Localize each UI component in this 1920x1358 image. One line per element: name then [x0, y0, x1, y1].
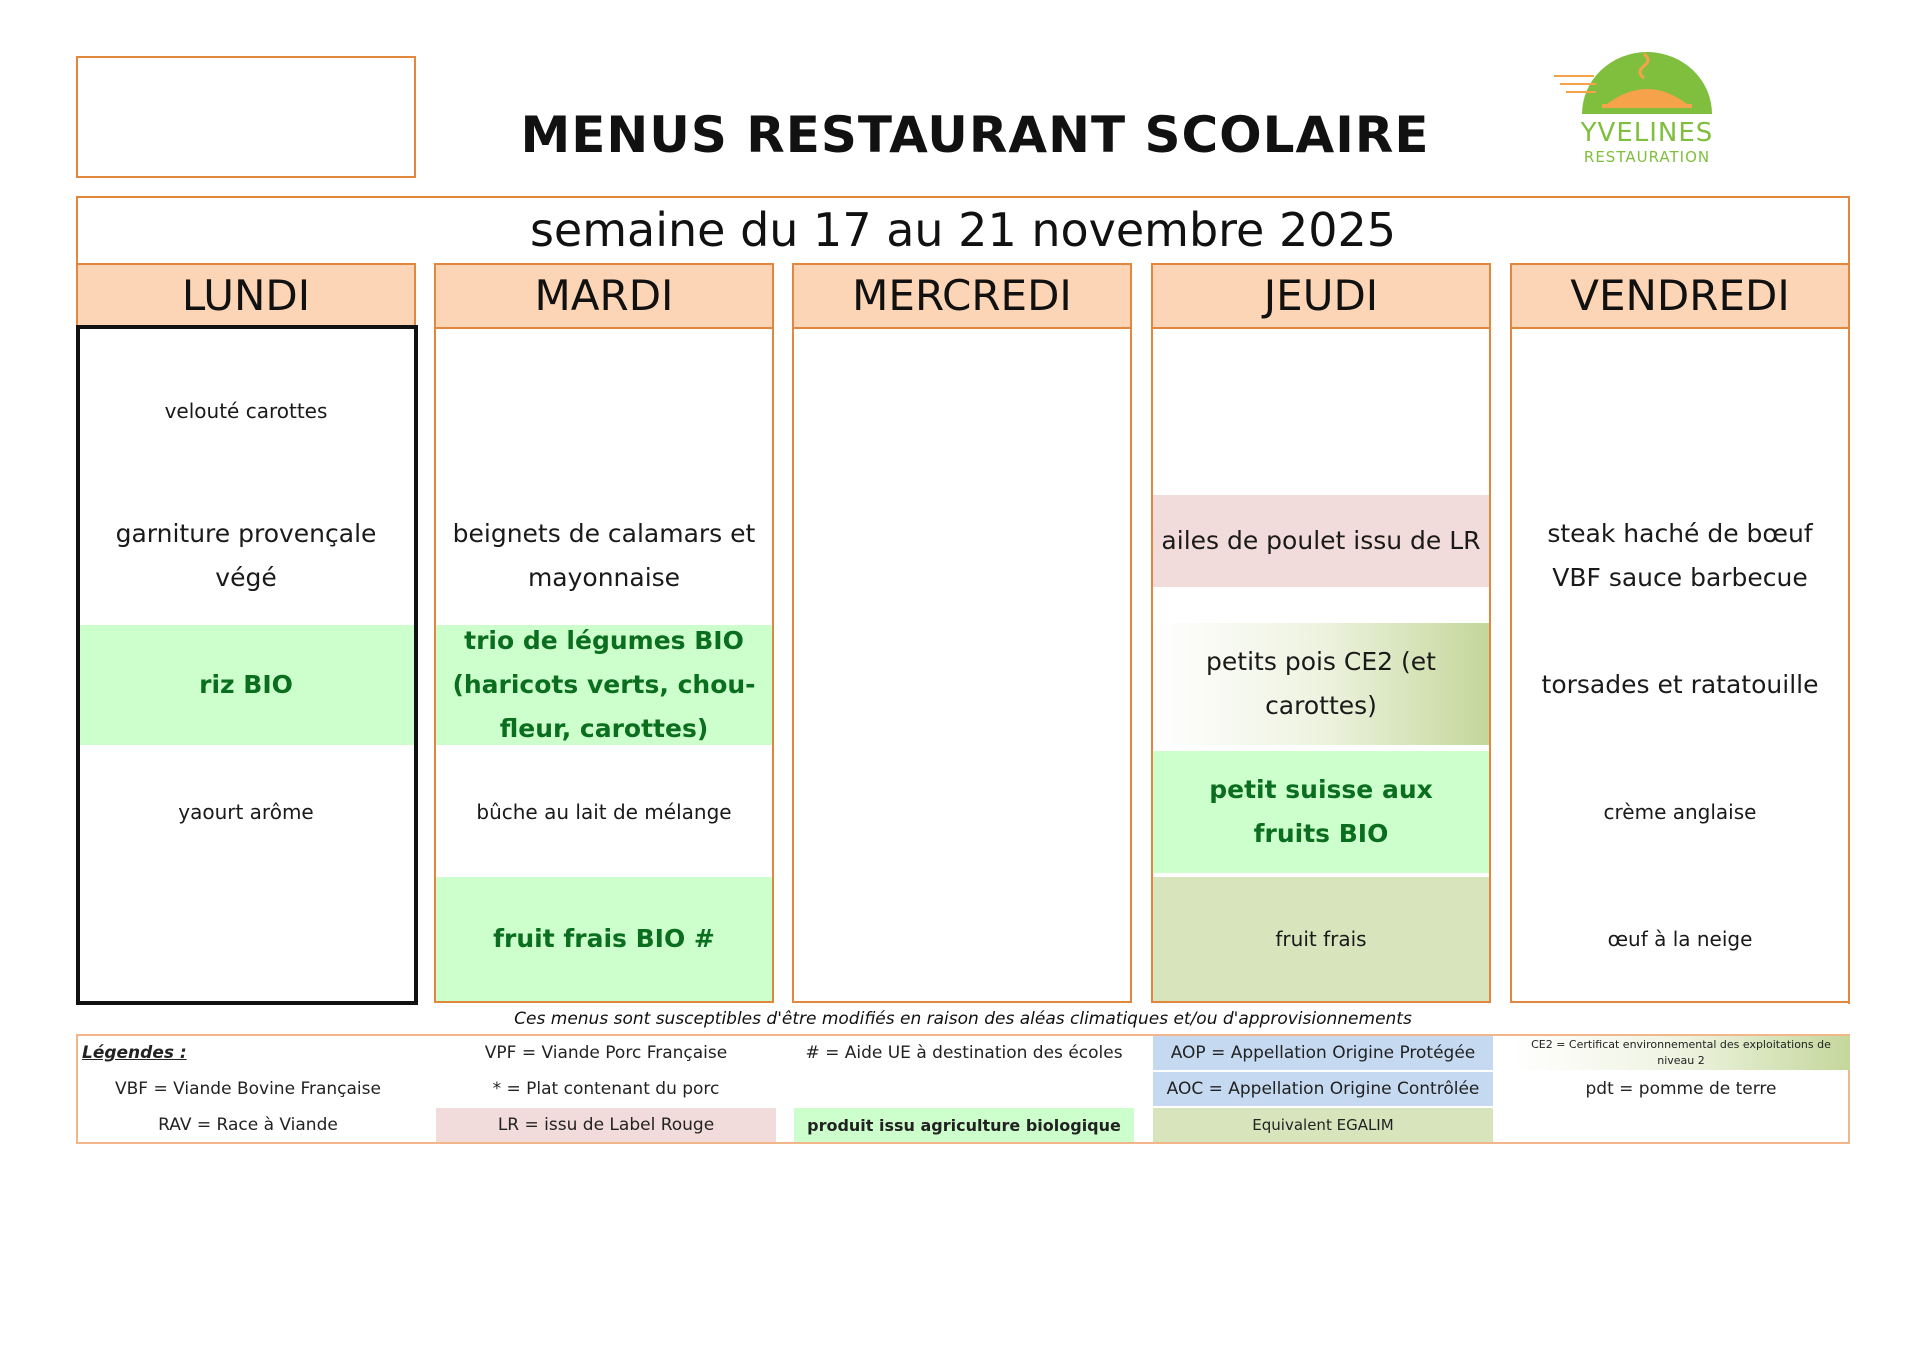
starter-cell [1512, 329, 1848, 492]
day-header: MARDI [436, 265, 772, 329]
main-cell [794, 492, 1130, 620]
day-header: LUNDI [78, 265, 414, 329]
legend-vpf: VPF = Viande Porc Française [484, 1043, 728, 1063]
main-cell: garniture provençale végé [115, 519, 377, 592]
side-cell: petits pois CE2 (et carottes) [1153, 623, 1489, 745]
legend-bio: produit issu agriculture biologique [794, 1108, 1134, 1142]
legend-aide-ue: # = Aide UE à destination des écoles [805, 1043, 1123, 1063]
legend-label-rouge: LR = issu de Label Rouge [436, 1108, 776, 1142]
legend-egalim: Equivalent EGALIM [1153, 1108, 1493, 1142]
starter-cell [436, 329, 772, 492]
dairy-cell: petit suisse aux fruits BIO [1153, 751, 1489, 873]
day-column-mercredi [792, 263, 1132, 1003]
side-cell: riz BIO [78, 625, 414, 745]
starter-cell [1153, 329, 1489, 492]
starter-cell [794, 329, 1130, 492]
legend-ce2: CE2 = Certificat environnemental des exploitations de niveau 2 [1512, 1036, 1850, 1070]
legend-aoc: AOC = Appellation Origine Contrôlée [1153, 1072, 1493, 1106]
day-column-jeudi [1151, 263, 1491, 1003]
day-column-vendredi [1510, 263, 1850, 1003]
main-cell: steak haché de bœuf VBF sauce barbecue [1547, 519, 1813, 592]
legend-box [76, 1034, 1850, 1144]
school-name-box [76, 56, 416, 178]
legend-title: Légendes : [82, 1043, 187, 1063]
legend-aop: AOP = Appellation Origine Protégée [1153, 1036, 1493, 1070]
day-header: VENDREDI [1512, 265, 1848, 329]
dairy-cell [794, 751, 1130, 873]
legend-porc: * = Plat contenant du porc [492, 1079, 720, 1099]
side-cell: torsades et ratatouille [1541, 670, 1819, 699]
side-cell: trio de légumes BIO (haricots verts, chou-fleur, carottes) [436, 625, 772, 745]
disclaimer-note: Ces menus sont susceptibles d'être modifiés en raison des aléas climatiques et/ou d'approvisionnements [514, 1009, 1412, 1029]
day-header: JEUDI [1153, 265, 1489, 329]
side-cell [794, 625, 1130, 745]
main-cell: ailes de poulet issu de LR [1153, 495, 1489, 587]
legend-rav: RAV = Race à Viande [158, 1115, 338, 1135]
logo-text-yvelines: YVELINES [1580, 118, 1714, 148]
day-column-mardi [434, 263, 774, 1003]
page-title: MENUS RESTAURANT SCOLAIRE [520, 106, 1430, 164]
logo-icon [1552, 46, 1742, 116]
main-cell: beignets de calamars et mayonnaise [452, 519, 756, 592]
day-header: MERCREDI [794, 265, 1130, 329]
yvelines-restauration-logo [1552, 46, 1742, 176]
legend-vbf: VBF = Viande Bovine Française [115, 1079, 381, 1099]
week-title: semaine du 17 au 21 novembre 2025 [529, 203, 1397, 257]
dessert-cell: fruit frais BIO # [436, 877, 772, 1001]
dairy-cell: crème anglaise [1603, 800, 1757, 824]
dairy-cell: bûche au lait de mélange [476, 800, 732, 824]
legend-pdt: pdt = pomme de terre [1585, 1079, 1777, 1099]
starter-cell: velouté carottes [164, 398, 328, 423]
logo-text-restauration: RESTAURATION [1583, 148, 1711, 166]
dessert-cell: œuf à la neige [1607, 927, 1753, 951]
dessert-cell [794, 877, 1130, 1001]
current-day-highlight [76, 325, 418, 1005]
dairy-cell: yaourt arôme [178, 800, 314, 824]
dessert-cell: fruit frais [1153, 877, 1489, 1001]
